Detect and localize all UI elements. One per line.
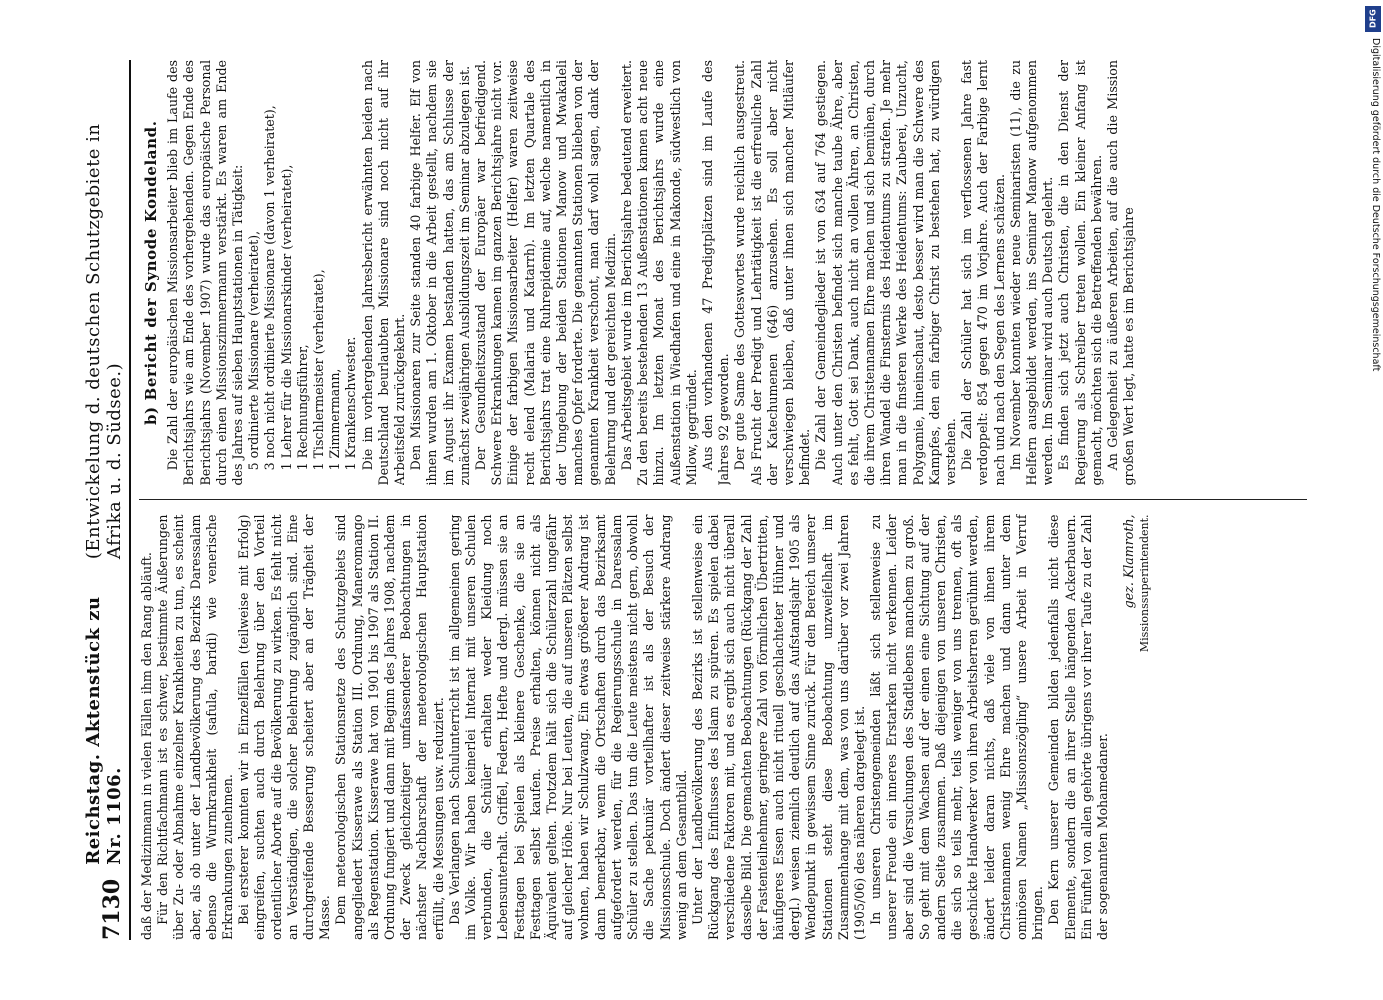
list-item: 1 Zimmermann, xyxy=(326,368,342,471)
paragraph: Die im vorhergehenden Jahresbericht erwähnten beiden nach Deutschland beurlaubten Missionare sind noch nicht auf ihr Arbeitsfeld zurückgekehrt. xyxy=(359,60,407,486)
staff-list xyxy=(246,60,359,486)
paragraph: Das Arbeitsgebiet wurde im Berichtsjahre bedeutend erweitert. Zu den bereits bestehenden 13 Außenstationen kamen acht neue hinzu. Im letzten Monat des Berichtsjahrs wurde eine Außenstation in Wiedhafen und eine in Makonde, südwestlich von Milow, gegründet. xyxy=(618,60,699,486)
list-item: 3 noch nicht ordinierte Missionare (davon 1 verheiratet), xyxy=(261,105,277,471)
paragraph: Es finden sich jetzt auch Christen, die in den Dienst der Regierung als Schreiber treten wollen. Ein kleiner Anfang ist gemacht, möchten sich die Betreffenden bewähren. xyxy=(1055,60,1104,486)
section-title: b) Bericht der Synode Kondeland. xyxy=(141,120,160,426)
list-item: 1 Tischlermeister (verheiratet), xyxy=(310,269,326,471)
page-header xyxy=(65,60,131,940)
list-item: 1 Lehrer für die Missionarskinder (verheiratet), xyxy=(278,164,294,471)
digitization-credit: Digitalisierung gefördert durch die Deutsche Forschungsgemeinschaft xyxy=(1370,38,1381,372)
text-columns xyxy=(139,60,1307,940)
paragraph: Im November konnten wieder neue Seminaristen (11), die zu Helfern ausgebildet werden, ins Seminar Manow aufgenommen werden. Im Seminar wird auch Deutsch gelehrt. xyxy=(1007,60,1055,486)
paragraph: Die Zahl der europäischen Missionsarbeiter blieb im Laufe des Berichtsjahrs wie am Ende des vorhergehenden. Gegen Ende des Berichtsjahrs (November 1907) wurde das europäische Personal durch einen Missionszimmermann verstärkt. Es waren am Ende des Jahres auf sieben Hauptstationen in Tätigkeit: xyxy=(164,60,245,486)
signature-title: Missionssuperintendent. xyxy=(1137,514,1151,653)
paragraph: Der Gesundheitszustand der Europäer war befriedigend. Schwere Erkrankungen kamen im ganzen Berichtsjahre nicht vor. Einige der farbigen Missionsarbeiter (Helfer) waren zeitweise recht elend (Malaria und Katarrh). Im letzten Quartale des Berichtsjahrs trat eine Ruhrepidemie auf, welche namentlich in der Umgebung der beiden Stationen Manow und Mwakaleli manches Opfer forderte. Die genannten Stationen blieben von der genannten Krankheit verschont, man darf wohl sagen, dank der Belehrung und der gereichten Medizin. xyxy=(472,60,618,486)
paragraph: An Gelegenheit zu äußeren Arbeiten, auf die auch die Mission großen Wert legt, hatte es im Berichtsjahre xyxy=(1104,60,1136,486)
paragraph: Unter der Landbevölkerung des Bezirks ist stellenweise ein Rückgang des Einflusses des Islam zu spüren. Es spielen dabei verschiedene Faktoren mit, und es ergibt sich auch nicht überall dasselbe Bild. Die gemachten Beobachtungen (Rückgang der Zahl der Fastenteilnehmer, geringere Zahl von förmlichen Übertritten, häufigeres Essen auch nicht rituell geschlachteter Hühner und dergl.) weisen ziemlich deutlich auf das Aufstandsjahr 1905 als Wendepunkt in gewissem Sinne zurück. Für den Bereich unserer Stationen steht diese Beobachtung unzweifelhaft im Zusammenhange mit dem, was von uns darüber vor zwei Jahren (1905/06) des näheren dargelegt ist. xyxy=(689,514,867,940)
attribution-strip xyxy=(1365,6,1381,996)
paragraph: Das Verlangen nach Schulunterricht ist im allgemeinen gering im Volke. Wir haben keinerlei Internat mit unseren Schulen verbunden, die Schüler erhalten weder Kleidung noch Lebensunterhalt. Griffel, Federn, Hefte und dergl. müssen sie an Festtagen bei Spielen als kleinere Geschenke, die sie an Festtagen selbst kaufen. Preise erhalten, können nicht als Äquivalent gelten. Trotzdem hält sich die Schülerzahl ungefähr auf gleicher Höhe. Nur bei Leuten, die auf unseren Plätzen selbst wohnen, haben wir Schulzwang. Ein etwas größerer Andrang ist dann bemerkbar, wenn die Ortschaften durch das Bezirksamt aufgefordert werden, für die Regierungsschule in Daressalam Schüler zu stellen. Das tun die Leute meistens nicht gern, obwohl die Sache pekuniär vorteilhafter ist als der Besuch der Missionsschule. Doch ändert dieser zeitweise stärkere Andrang wenig an dem Gesamtbild. xyxy=(446,514,689,940)
document-page xyxy=(47,20,1337,980)
paragraph: Den Missionaren zur Seite standen 40 farbige Helfer. Elf von ihnen wurden am 1. Oktober in die Arbeit gestellt, nachdem sie im August ihr Examen bestanden hatten, das am Schlusse der zunächst zweijährigen Ausbildungszeit im Seminar abzulegen ist. xyxy=(407,60,472,486)
paragraph: Der gute Same des Gotteswortes wurde reichlich ausgestreut. Als Frucht der Predigt und Lehrtätigkeit ist die erfreuliche Zahl der Katechumenen (646) anzusehen. Es soll aber nicht verschwiegen bleiben, daß unter ihnen sich mancher Mitläufer befindet. xyxy=(731,60,812,486)
paragraph: Dem meteorologischen Stationsnetze des Schutzgebiets sind angegliedert Kisserawe als Station III. Ordnung, Maneromango als Regenstation. Kisserawe hat von 1901 bis 1907 als Station II. Ordnung fungiert und dann mit Beginn des Jahres 1908, nachdem der Zweck gleichzeitiger umfassenderer Beobachtungen in nächster Nachbarschaft der meteorologischen Hauptstation erfüllt, die Messungen usw. reduziert. xyxy=(332,514,446,940)
paragraph: Die Zahl der Schüler hat sich im verflossenen Jahre fast verdoppelt: 854 gegen 470 im Vorjahre. Auch der Farbige lernt nach und nach den Segen des Lernens schätzen. xyxy=(958,60,1007,486)
paragraph: Aus den vorhandenen 47 Predigtplätzen sind im Laufe des Jahres 92 geworden. xyxy=(699,60,731,486)
column-divider xyxy=(139,500,1307,501)
paragraph: In unseren Christengemeinden läßt sich stellenweise zu unserer Freude ein inneres Erstarken nicht verkennen. Leider aber sind die Versuchungen des Stadtlebens manchem zu groß. So geht mit dem Wachsen auf der einen eine Sichtung auf der andern Seite zusammen. Daß diejenigen von unseren Christen, die sich so teils mehr, teils weniger von uns trennen, oft als geschickte Handwerker von ihren Arbeitsherren gerühmt werden, ändert leider daran nichts, daß viele von ihnen ihrem Christennamen wenig Ehre machen und dann unter dem ominösen Namen „Missionszögling“ unsere Arbeit in Verruf bringen. xyxy=(867,514,1045,940)
paragraph: Bei ersterer konnten wir in Einzelfällen (teilweise mit Erfolg) eingreifen, suchten auch durch Belehrung über den Vorteil ordentlicher Aborte auf die Bevölkerung zu wirken. Es fehlt nicht an Verständigen, die solcher Belehrung zugänglich sind. Eine durchgreifende Besserung scheitert aber an der Trägheit der Masse. xyxy=(235,514,332,940)
dfg-logo: DFG xyxy=(1365,6,1381,32)
paragraph: Die Zahl der Gemeindeglieder ist von 634 auf 764 gestiegen. Auch unter den Christen befindet sich manche taube Ähre, aber es fehlt, Gott sei Dank, auch nicht an vollen Ähren, an Christen, die ihrem Christennamen Ehre machen und sich bemühen, durch ihren Wandel die Finsternis des Heidentums zu strafen. Je mehr man in die finsteren Werke des Heidentums: Zauberei, Unzucht, Polygamie, hineinschaut, desto besser wird man die Schwere des Kampfes, den ein farbiger Christ zu bestehen hat, zu würdigen verstehen. xyxy=(812,60,958,486)
page-number: 7130 xyxy=(98,878,125,940)
paragraph: Für den Richtfachmann ist es schwer, bestimmte Äußerungen über Zu- oder Abnahme einzelner Krankheiten zu tun, es scheint aber, als ob unter der Landbevölkerung des Bezirks Daressalam ebenso die Wurmkrankheit (safula, baridi) wie venerische Erkrankungen zunehmen. xyxy=(154,514,235,940)
running-title-right: (Entwickelung d. deutschen Schutzgebiete in Afrika u. d. Südsee.) xyxy=(82,123,125,560)
list-item: 1 Rechnungsführer, xyxy=(294,344,310,471)
paragraph: Den Kern unserer Gemeinden bilden jedenfalls nicht diese Elemente, sondern die an ihrer Stelle hängenden Ackerbauern. Ein Fünftel von allen gehörte übrigens vor ihrer Taufe zu der Zahl der sogenannten Mohamedaner. xyxy=(1045,514,1110,940)
signature: gez. Klamroth, xyxy=(1120,514,1136,609)
running-title-left: Reichstag. Aktenstück zu Nr. 1106. xyxy=(82,596,125,865)
list-item: 1 Krankenschwester. xyxy=(342,336,358,471)
list-item: 5 ordinierte Missionare (verheiratet), xyxy=(245,230,261,471)
left-column xyxy=(139,515,1307,941)
paragraph: daß der Medizinmann in vielen Fällen ihm den Rang abläuft. xyxy=(138,552,154,940)
right-column xyxy=(139,60,1307,486)
